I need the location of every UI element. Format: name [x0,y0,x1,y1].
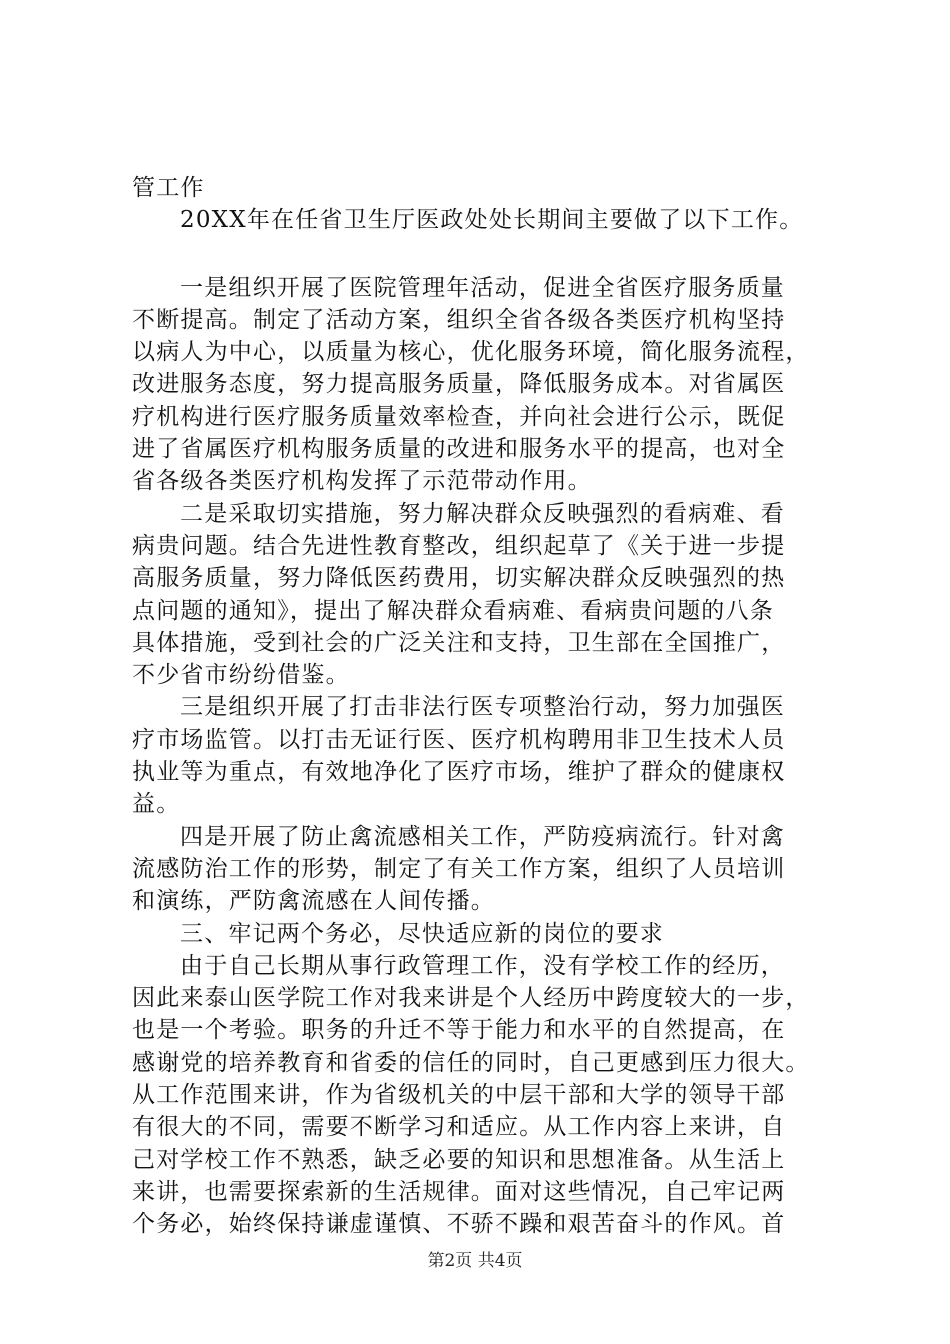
document-body [132,172,862,1241]
text-line: 管工作 [132,175,205,201]
text-line: 不少省市纷纷借鉴。 [132,662,350,689]
text-line: 由于自己长期从事行政管理工作，没有学校工作的经历， [180,952,785,979]
text-line: 因此来泰山医学院工作对我来讲是个人经历中跨度较大的一步， [132,985,810,1012]
page-number-footer: 第2页 共4页 [427,1251,523,1271]
text-line: 有很大的不同，需要不断学习和适应。从工作内容上来讲，自 [132,1114,786,1141]
text-line: 具体措施，受到社会的广泛关注和支持，卫生部在全国推广， [132,629,786,656]
text-line: 高服务质量，努力降低医药费用，切实解决群众反映强烈的热 [132,565,786,592]
text-line: 也是一个考验。职务的升迁不等于能力和水平的自然提高，在 [132,1017,786,1044]
text-line: 疗市场监管。以打击无证行医、医疗机构聘用非卫生技术人员 [132,726,786,753]
text-line: 20XX年在任省卫生厅医政处处长期间主要做了以下工作。 [180,207,804,234]
text-line: 三是组织开展了打击非法行医专项整治行动，努力加强医 [180,694,785,721]
text-line: 疗机构进行医疗服务质量效率检查，并向社会进行公示，既促 [132,403,786,430]
text-line: 和演练，严防禽流感在人间传播。 [132,888,495,915]
text-line: 来讲，也需要探索新的生活规律。面对这些情况，自己牢记两 [132,1178,786,1205]
text-line: 一是组织开展了医院管理年活动，促进全省医疗服务质量 [180,274,785,301]
text-line: 益。 [132,791,181,818]
text-line: 流感防治工作的形势，制定了有关工作方案，组织了人员培训 [132,855,786,882]
text-line: 个务必，始终保持谦虚谨慎、不骄不躁和艰苦奋斗的作风。首 [132,1211,786,1238]
text-line: 执业等为重点，有效地净化了医疗市场，维护了群众的健康权 [132,759,786,786]
text-line: 省各级各类医疗机构发挥了示范带动作用。 [132,468,592,495]
text-line: 病贵问题。结合先进性教育整改，组织起草了《关于进一步提 [132,532,786,559]
text-line: 不断提高。制定了活动方案，组织全省各级各类医疗机构坚持 [132,306,786,333]
text-line: 感谢党的培养教育和省委的信任的同时，自己更感到压力很大。 [132,1049,810,1076]
paragraph-gap [132,237,862,272]
text-line: 点问题的通知》，提出了解决群众看病难、看病贵问题的八条 [132,597,774,624]
text-line: 二是采取切实措施，努力解决群众反映强烈的看病难、看 [180,500,785,527]
text-line: 以病人为中心，以质量为核心，优化服务环境，简化服务流程， [132,339,810,366]
text-line: 从工作范围来讲，作为省级机关的中层干部和大学的领导干部 [132,1082,786,1109]
text-line: 进了省属医疗机构服务质量的改进和服务水平的提高，也对全 [132,436,786,463]
text-line: 改进服务态度，努力提高服务质量，降低服务成本。对省属医 [132,371,786,398]
section-heading: 三、牢记两个务必，尽快适应新的岗位的要求 [180,920,664,947]
text-line: 己对学校工作不熟悉，缺乏必要的知识和思想准备。从生活上 [132,1146,786,1173]
text-line: 四是开展了防止禽流感相关工作，严防疫病流行。针对禽 [180,823,785,850]
